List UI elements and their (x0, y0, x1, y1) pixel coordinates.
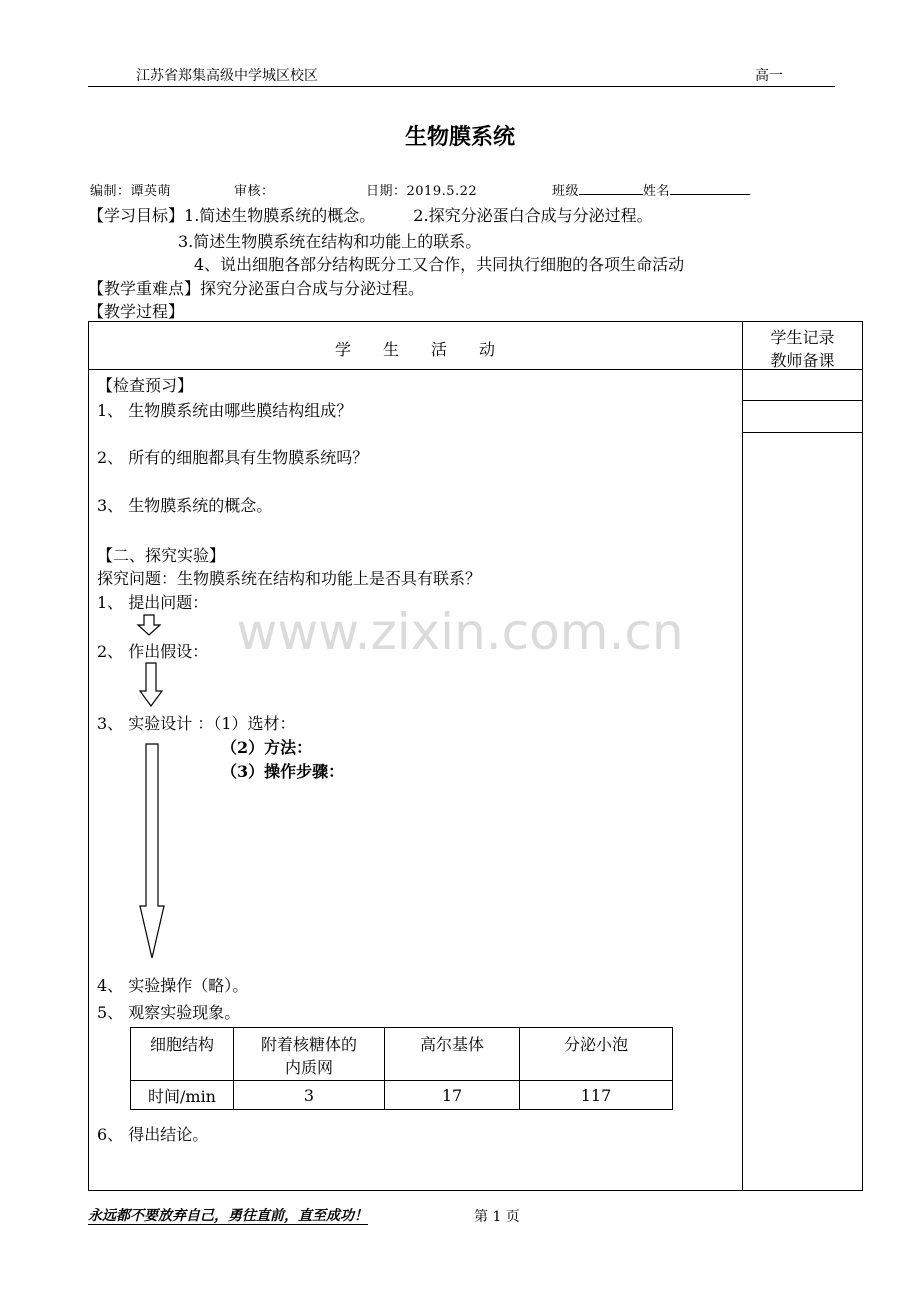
step-6: 6、 得出结论。 (97, 1125, 209, 1144)
header-cell-er (234, 1028, 385, 1081)
table-header-side-2: 教师备课 (770, 351, 835, 370)
value-golgi: 17 (385, 1081, 520, 1110)
school-name: 江苏省郑集高级中学城区校区 (136, 68, 318, 84)
preview-q2: 2、 所有的细胞都具有生物膜系统吗？ (97, 448, 369, 467)
table-header-side-1: 学生记录 (770, 328, 835, 347)
row-label-time: 时间/min (131, 1081, 234, 1110)
value-er: 3 (234, 1081, 385, 1110)
objective-4: 4、说出细胞各部分结构既分工又合作，共同执行细胞的各项生命活动 (194, 255, 685, 274)
value-vesicle: 117 (520, 1081, 673, 1110)
page-title: 生物膜系统 (404, 125, 515, 150)
header-er-line1: 附着核糖体的 (260, 1035, 357, 1054)
objectives-line1 (88, 203, 653, 226)
preview-q3: 3、 生物膜系统的概念。 (97, 496, 273, 515)
class-blank (579, 182, 643, 195)
objectives-label: 【学习目标】 (88, 206, 185, 225)
step-3: 3、 实验设计 ：（1）选材： (97, 714, 296, 733)
table-row (131, 1028, 673, 1081)
motto-text: 永远都不要放弃自己，勇往直前，直至成功！ (88, 1208, 368, 1224)
preview-q1: 1、 生物膜系统由哪些膜结构组成？ (97, 401, 353, 420)
side-row-divider-1 (742, 400, 863, 401)
key-points-label: 【教学重难点】 (88, 279, 201, 298)
table-row (131, 1081, 673, 1110)
class-field (552, 180, 750, 199)
date: 日期：2019.5.22 (366, 184, 478, 199)
reviewer: 审核： (234, 184, 275, 199)
watermark: www.zixin.com.cn (236, 603, 684, 661)
grade-label: 高一 (755, 68, 783, 84)
step-4: 4、 实验操作（略）。 (97, 976, 249, 995)
page-number: 第 1 页 (474, 1209, 520, 1225)
objective-3: 3.简述生物膜系统在结构和功能上的联系。 (178, 232, 482, 251)
table-header-main: 学 生 活 动 (334, 340, 495, 359)
step-5: 5、 观察实验现象。 (97, 1003, 241, 1022)
step-3-procedure: （3）操作步骤： (221, 762, 345, 781)
name-blank (670, 182, 750, 195)
objective-1: 1.简述生物膜系统的概念。 (184, 206, 376, 225)
key-points-text: 探究分泌蛋白合成与分泌过程。 (200, 279, 425, 298)
side-row-divider-2 (742, 432, 863, 433)
header-er-line2: 内质网 (284, 1058, 333, 1077)
header-cell-vesicle: 分泌小泡 (520, 1028, 673, 1081)
header-rule (88, 86, 835, 87)
process-label: 【教学过程】 (88, 302, 185, 321)
experiment-question: 探究问题：生物膜系统在结构和功能上是否具有联系？ (97, 569, 482, 588)
results-table (130, 1027, 673, 1110)
experiment-label: 【二、探究实验】 (97, 546, 226, 565)
header-cell-golgi: 高尔基体 (385, 1028, 520, 1081)
objective-2: 2.探究分泌蛋白合成与分泌过程。 (413, 206, 653, 225)
medium-down-arrow-icon (138, 662, 164, 708)
step-2: 2、 作出假设： (97, 642, 209, 661)
header-cell-structure: 细胞结构 (131, 1028, 234, 1081)
long-down-arrow-icon (138, 742, 166, 960)
class-label: 班级 (552, 184, 580, 199)
column-divider (742, 321, 743, 1191)
step-1: 1、 提出问题： (97, 593, 209, 612)
footer-motto (88, 1205, 368, 1225)
preview-label: 【检查预习】 (97, 376, 194, 395)
author: 编制：谭英萌 (90, 184, 172, 199)
key-points (88, 276, 424, 299)
name-label: 姓名 (643, 184, 671, 199)
step-3-method: （2）方法： (221, 738, 313, 757)
